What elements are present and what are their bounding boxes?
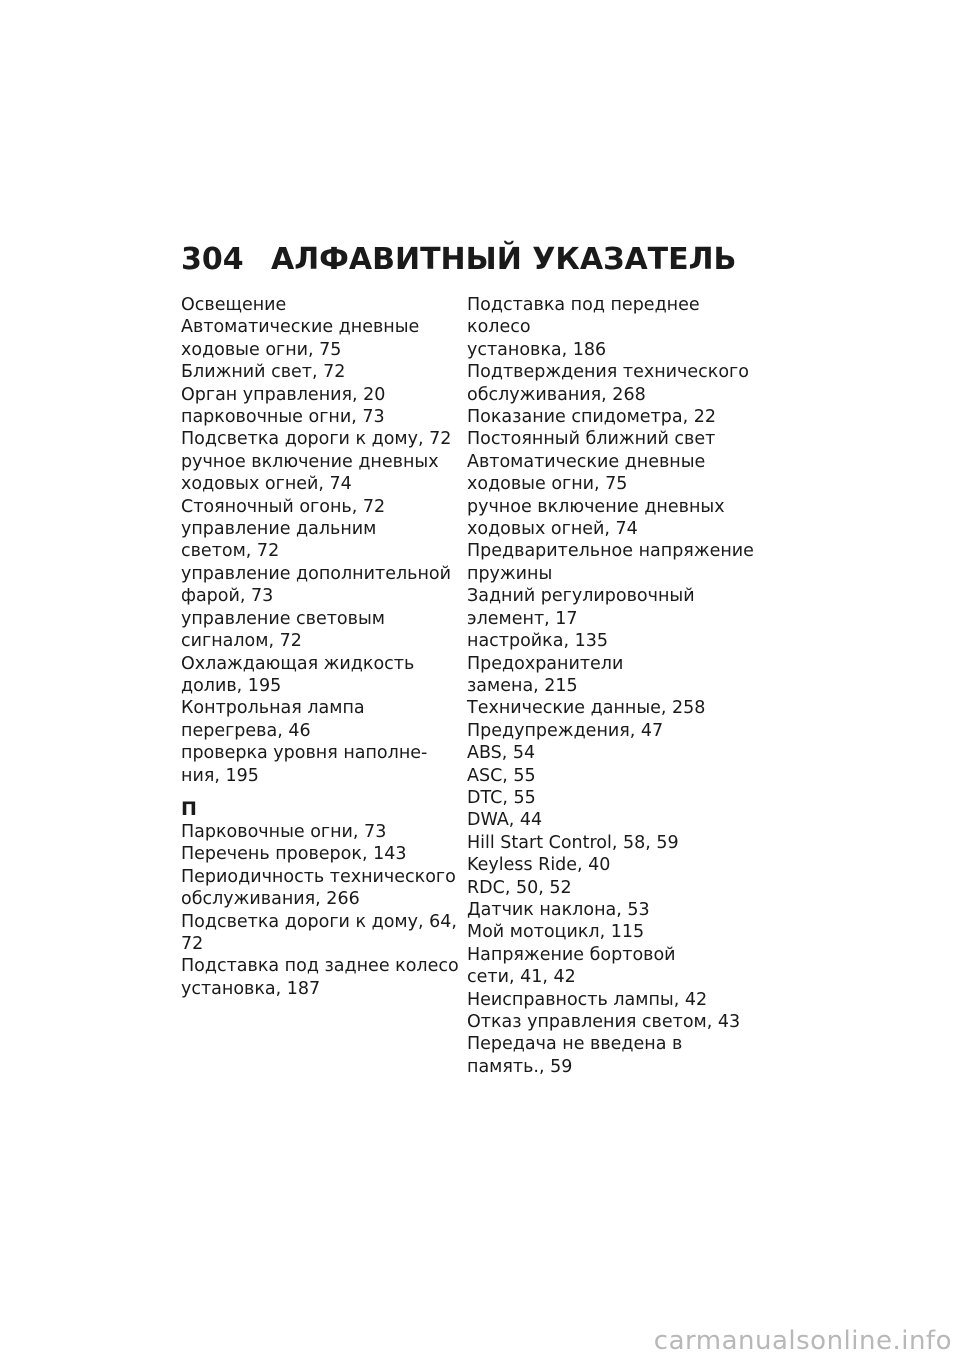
index-entry-line: Предварительное напряжение <box>467 541 754 562</box>
index-column-right <box>467 294 754 1078</box>
index-entry <box>467 720 742 742</box>
index-entry-line: Автоматические дневные <box>181 317 420 338</box>
index-entry-line: проверка уровня наполне- <box>181 743 428 764</box>
index-entry-line: Орган управления, 20 <box>181 384 386 405</box>
index-subentry <box>467 742 742 764</box>
index-entry <box>181 843 456 865</box>
index-entry-line: долив, 195 <box>181 675 282 696</box>
index-entry-line: Контрольная лампа <box>181 698 365 719</box>
index-entry-line: П <box>181 797 197 820</box>
index-entry <box>181 653 456 675</box>
index-entry-line: парковочные огни, 73 <box>181 407 385 428</box>
index-entry-line: Охлаждающая жидкость <box>181 653 415 674</box>
index-subentry <box>467 809 742 831</box>
index-subentry <box>181 384 456 406</box>
index-entry-line: сигналом, 72 <box>181 631 302 652</box>
index-entry-line: ABS, 54 <box>467 743 536 764</box>
index-entry-line: перегрева, 46 <box>181 720 311 741</box>
index-subentry <box>467 832 742 854</box>
index-entry-line: Hill Start Control, 58, 59 <box>467 832 679 853</box>
index-entry-line: Ближний свет, 72 <box>181 362 346 383</box>
index-entry-line: установка, 186 <box>467 339 607 360</box>
index-entry-line: RDC, 50, 52 <box>467 877 572 898</box>
index-entry-line: установка, 187 <box>181 978 321 999</box>
index-entry-line: Предохранители <box>467 653 624 674</box>
index-entry-line: ния, 195 <box>181 765 259 786</box>
index-entry-line: Предупреждения, 47 <box>467 720 664 741</box>
index-subentry <box>181 697 456 742</box>
index-entry-line: ходовых огней, 74 <box>467 519 638 540</box>
index-entry-line: Показание спидометра, 22 <box>467 407 716 428</box>
index-entry-line: ходовых огней, 74 <box>181 474 352 495</box>
index-entry-line: 72 <box>181 933 204 954</box>
index-entry-line: обслуживания, 268 <box>467 384 646 405</box>
index-entry-line: Неисправность лампы, 42 <box>467 989 708 1010</box>
index-entry-line: светом, 72 <box>181 541 280 562</box>
index-entry-line: Передача не введена в <box>467 1034 683 1055</box>
page-title: АЛФАВИТНЫЙ УКАЗАТЕЛЬ <box>271 242 737 277</box>
index-subentry <box>181 428 456 450</box>
index-entry-line: настройка, 135 <box>467 631 608 652</box>
index-subentry <box>181 518 456 563</box>
index-entry-line: Стояночный огонь, 72 <box>181 496 386 517</box>
index-entry-line: Мой мотоцикл, 115 <box>467 922 645 943</box>
index-subentry <box>467 451 742 496</box>
index-entry-line: Подтверждения технического <box>467 362 749 383</box>
index-entry <box>181 866 456 911</box>
page-number: 304 <box>181 242 244 277</box>
index-subentry <box>467 1011 742 1033</box>
index-letter-heading <box>181 797 456 821</box>
index-subentry <box>181 563 456 608</box>
index-entry-line: управление дальним <box>181 519 377 540</box>
index-entry <box>467 406 742 428</box>
index-entry-line: Подставка под переднее <box>467 295 700 315</box>
index-entry-line: пружины <box>467 563 553 584</box>
index-entry <box>181 294 456 316</box>
index-entry <box>467 540 754 585</box>
index-subentry <box>467 877 742 899</box>
index-subentry <box>467 787 742 809</box>
index-subentry <box>467 921 742 943</box>
index-subentry <box>181 361 456 383</box>
index-entry <box>467 294 742 339</box>
index-entry-line: фарой, 73 <box>181 586 274 607</box>
index-entry <box>181 911 456 956</box>
index-entry <box>181 955 459 977</box>
index-entry-line: Перечень проверок, 143 <box>181 844 407 865</box>
index-entry-line: Подставка под заднее колесо <box>181 956 459 977</box>
index-subentry <box>181 451 456 496</box>
index-subentry <box>181 316 456 361</box>
index-entry-line: Отказ управления светом, 43 <box>467 1012 741 1032</box>
index-entry-line: сети, 41, 42 <box>467 967 576 988</box>
index-subentry <box>467 989 742 1011</box>
index-subentry <box>467 854 742 876</box>
index-subentry <box>181 742 456 787</box>
index-entry-line: управление дополнительной <box>181 563 451 584</box>
index-entry-line: Подсветка дороги к дому, 64, <box>181 911 457 932</box>
index-subentry <box>467 1033 742 1078</box>
watermark: carmanualsonline.info <box>653 1326 952 1356</box>
index-entry <box>181 821 456 843</box>
index-entry-line: колесо <box>467 317 531 338</box>
index-entry-line: Датчик наклона, 53 <box>467 899 650 920</box>
index-subentry <box>467 675 742 697</box>
index-entry-line: Постоянный ближний свет <box>467 429 716 450</box>
index-subentry <box>181 406 456 428</box>
index-entry-line: Парковочные огни, 73 <box>181 821 387 842</box>
index-subentry <box>467 944 742 989</box>
index-entry-line: Технические данные, 258 <box>467 698 706 719</box>
index-subentry <box>467 765 742 787</box>
index-entry-line: Освещение <box>181 295 287 315</box>
index-entry <box>467 361 749 406</box>
index-entry <box>467 428 742 450</box>
index-entry-line: ходовые огни, 75 <box>181 339 342 360</box>
index-entry-line: память., 59 <box>467 1056 573 1077</box>
index-subentry <box>467 630 742 652</box>
index-subentry <box>467 496 742 541</box>
index-entry-line: Напряжение бортовой <box>467 944 676 965</box>
index-entry-line: обслуживания, 266 <box>181 889 360 910</box>
index-subentry <box>181 978 456 1000</box>
index-entry-line: ходовые огни, 75 <box>467 474 628 495</box>
index-column-left <box>181 294 459 1000</box>
index-entry-line: ASC, 55 <box>467 765 536 786</box>
index-entry-line: Периодичность технического <box>181 866 456 887</box>
index-subentry <box>181 496 456 518</box>
index-entry-line: элемент, 17 <box>467 608 578 629</box>
index-subentry <box>467 697 742 719</box>
index-entry-line: Автоматические дневные <box>467 451 706 472</box>
index-entry-line: DTC, 55 <box>467 787 536 808</box>
index-entry <box>467 653 742 675</box>
index-entry-line: DWA, 44 <box>467 810 543 831</box>
index-entry-line: управление световым <box>181 608 385 629</box>
index-entry-line: Подсветка дороги к дому, 72 <box>181 429 452 450</box>
index-entry-line: Задний регулировочный <box>467 586 695 607</box>
index-subentry <box>467 339 742 361</box>
index-entry-line: замена, 215 <box>467 675 578 696</box>
index-entry-line: ручное включение дневных <box>467 496 725 517</box>
index-entry-line: Keyless Ride, 40 <box>467 855 611 876</box>
page-header <box>181 240 736 280</box>
index-entry-line: ручное включение дневных <box>181 451 439 472</box>
index-subentry <box>467 585 742 630</box>
index-subentry <box>467 899 742 921</box>
index-subentry <box>181 675 456 697</box>
index-subentry <box>181 608 456 653</box>
